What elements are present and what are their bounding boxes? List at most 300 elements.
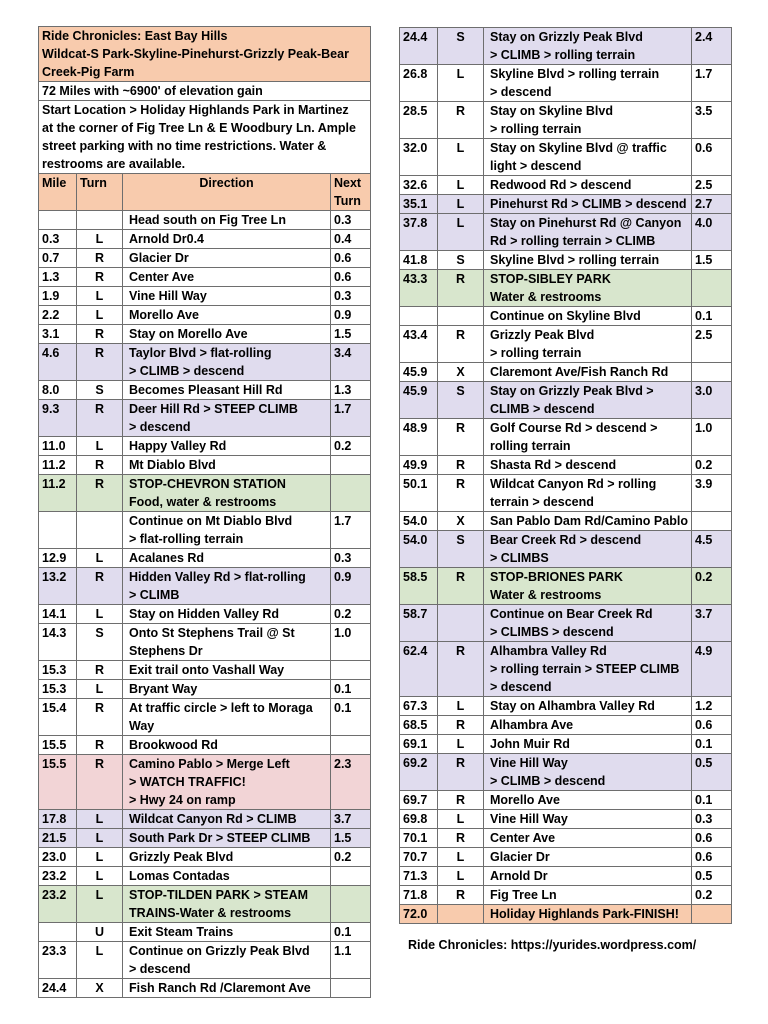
cue-mile: 43.3 (400, 270, 438, 307)
cue-mile: 14.3 (39, 624, 77, 661)
cue-turn: R (438, 568, 484, 605)
cue-direction (123, 437, 331, 456)
cue-direction-line: rolling terrain (490, 439, 571, 453)
cue-direction (123, 344, 331, 381)
cue-row (400, 829, 732, 848)
cue-direction-line: Grizzly Peak Blvd (490, 328, 595, 342)
cue-direction-line: Holiday Highlands Park-FINISH! (490, 907, 679, 921)
cue-mile: 1.3 (39, 268, 77, 287)
cue-turn: L (77, 306, 123, 325)
cue-direction-line: Skyline Blvd > rolling terrain (490, 67, 660, 81)
cue-direction-line: Vine Hill Way (490, 756, 568, 770)
cue-mile: 26.8 (400, 65, 438, 102)
cue-mile: 23.2 (39, 867, 77, 886)
cue-turn: L (438, 867, 484, 886)
cue-mile: 50.1 (400, 475, 438, 512)
cue-turn (438, 905, 484, 924)
cue-mile: 58.7 (400, 605, 438, 642)
table-header (39, 174, 371, 211)
cue-direction-line: Food, water & restrooms (129, 495, 277, 509)
cue-mile: 41.8 (400, 251, 438, 270)
cue-next-turn: 0.1 (692, 735, 732, 754)
cue-mile: 21.5 (39, 829, 77, 848)
footer-credit: Ride Chronicles: https://yurides.wordpress.com/ (408, 938, 697, 952)
cue-turn: R (438, 716, 484, 735)
cue-row (400, 251, 732, 270)
cue-mile (39, 923, 77, 942)
cue-turn: R (438, 829, 484, 848)
cue-direction-line: Claremont Ave/Fish Ranch Rd (490, 365, 669, 379)
cue-next-turn: 1.5 (331, 325, 371, 344)
cue-row (39, 344, 371, 381)
cue-next-turn: 3.9 (692, 475, 732, 512)
cue-next-turn: 0.2 (331, 848, 371, 867)
cue-row (39, 810, 371, 829)
cue-direction-line: Stay on Hidden Valley Rd (129, 607, 280, 621)
cue-next-turn (331, 867, 371, 886)
cue-row (39, 230, 371, 249)
cue-row (39, 867, 371, 886)
cue-next-turn: 0.9 (331, 306, 371, 325)
cue-turn: R (77, 661, 123, 680)
cue-next-turn: 3.7 (692, 605, 732, 642)
cue-row (400, 307, 732, 326)
cue-direction-line: > descend (490, 85, 552, 99)
cue-row (39, 661, 371, 680)
cue-direction-line: TRAINS-Water & restrooms (129, 906, 292, 920)
cue-row (39, 512, 371, 549)
cue-next-turn (692, 905, 732, 924)
cue-direction-line: Alhambra Valley Rd (490, 644, 607, 658)
cue-mile: 69.2 (400, 754, 438, 791)
cue-direction-line: light > descend (490, 159, 582, 173)
cue-direction-line: STOP-CHEVRON STATION (129, 477, 286, 491)
cue-direction-line: > CLIMB (129, 588, 180, 602)
cue-mile: 28.5 (400, 102, 438, 139)
cue-turn: R (77, 699, 123, 736)
cue-mile: 69.7 (400, 791, 438, 810)
cue-turn: R (77, 325, 123, 344)
cue-direction-line: Mt Diablo Blvd (129, 458, 216, 472)
cue-direction (484, 512, 692, 531)
cue-turn: L (77, 942, 123, 979)
cue-mile: 17.8 (39, 810, 77, 829)
cue-turn: S (438, 251, 484, 270)
cue-direction-line: South Park Dr > STEEP CLIMB (129, 831, 311, 845)
cue-turn: R (438, 102, 484, 139)
cue-mile (39, 512, 77, 549)
cue-next-turn (331, 661, 371, 680)
cue-next-turn: 2.5 (692, 326, 732, 363)
cue-next-turn: 1.3 (331, 381, 371, 400)
cue-row (39, 437, 371, 456)
cue-direction-line: Head south on Fig Tree Ln (129, 213, 286, 227)
cue-turn: R (77, 755, 123, 810)
cue-turn: R (438, 270, 484, 307)
cue-direction-line: STOP-TILDEN PARK > STEAM (129, 888, 309, 902)
cue-row (400, 886, 732, 905)
cue-row (400, 848, 732, 867)
cue-next-turn: 2.4 (692, 28, 732, 65)
cue-direction (484, 176, 692, 195)
cue-direction (123, 512, 331, 549)
cue-mile: 32.0 (400, 139, 438, 176)
cue-mile: 14.1 (39, 605, 77, 624)
cue-turn: R (77, 249, 123, 268)
cue-direction-line: > CLIMBS > descend (490, 625, 614, 639)
cue-direction-line: Exit Steam Trains (129, 925, 234, 939)
cue-next-turn: 1.7 (692, 65, 732, 102)
cue-next-turn: 0.6 (331, 268, 371, 287)
cue-direction (484, 307, 692, 326)
cue-next-turn: 0.6 (692, 848, 732, 867)
cue-direction-line: CLIMB > descend (490, 402, 595, 416)
cue-direction-line: Redwood Rd > descend (490, 178, 632, 192)
cue-next-turn (331, 475, 371, 512)
cue-direction-line: Stay on Grizzly Peak Blvd > (490, 384, 654, 398)
cue-next-turn: 0.1 (331, 699, 371, 736)
cue-direction-line: Shasta Rd > descend (490, 458, 617, 472)
header-next-turn: Next Turn (331, 174, 371, 211)
cue-row (39, 942, 371, 979)
cue-turn: L (77, 605, 123, 624)
cue-next-turn: 0.2 (692, 456, 732, 475)
cue-mile: 15.3 (39, 680, 77, 699)
cue-next-turn: 2.3 (331, 755, 371, 810)
cue-turn: L (438, 735, 484, 754)
cue-direction-line: Vine Hill Way (129, 289, 207, 303)
cue-direction-line: At traffic circle > left to Moraga (129, 701, 313, 715)
header-direction: Direction (123, 174, 331, 211)
cue-direction-line: Happy Valley Rd (129, 439, 227, 453)
cue-direction (484, 456, 692, 475)
cue-turn: R (77, 475, 123, 512)
cue-next-turn: 0.3 (331, 211, 371, 230)
cue-turn: R (77, 400, 123, 437)
cue-direction (484, 214, 692, 251)
cue-mile: 48.9 (400, 419, 438, 456)
cue-turn: R (438, 326, 484, 363)
cue-mile: 67.3 (400, 697, 438, 716)
cue-turn: X (438, 512, 484, 531)
cue-direction-line: Stay on Skyline Blvd @ traffic (490, 141, 667, 155)
cue-row (400, 270, 732, 307)
cue-direction (484, 382, 692, 419)
cue-row (39, 624, 371, 661)
cue-row (400, 642, 732, 697)
cue-direction (484, 867, 692, 886)
cue-next-turn: 0.4 (331, 230, 371, 249)
cue-direction-line: > rolling terrain (490, 346, 582, 360)
cue-direction-line: Alhambra Ave (490, 718, 574, 732)
cue-sheet-left (38, 26, 371, 998)
cue-direction (123, 848, 331, 867)
cue-row (39, 568, 371, 605)
cue-mile: 15.3 (39, 661, 77, 680)
cue-direction (123, 211, 331, 230)
cue-direction-line: Stay on Grizzly Peak Blvd (490, 30, 643, 44)
cue-row (39, 699, 371, 736)
cue-row (39, 211, 371, 230)
cue-direction-line: Grizzly Peak Blvd (129, 850, 234, 864)
cue-next-turn: 0.3 (331, 549, 371, 568)
cue-mile: 32.6 (400, 176, 438, 195)
cue-direction (484, 102, 692, 139)
cue-turn: X (77, 979, 123, 998)
cue-mile: 45.9 (400, 382, 438, 419)
cue-row (400, 65, 732, 102)
cue-next-turn: 0.9 (331, 568, 371, 605)
cue-mile: 54.0 (400, 531, 438, 568)
cue-row (39, 456, 371, 475)
cue-row (400, 791, 732, 810)
cue-direction-line: Stephens Dr (129, 644, 203, 658)
cue-next-turn: 0.2 (692, 886, 732, 905)
cue-next-turn (692, 363, 732, 382)
cue-direction (484, 848, 692, 867)
cue-direction (123, 923, 331, 942)
cue-turn: L (77, 437, 123, 456)
cue-mile: 3.1 (39, 325, 77, 344)
cue-direction-line: Water & restrooms (490, 588, 602, 602)
cue-row (39, 287, 371, 306)
cue-direction-line: > CLIMBS (490, 551, 549, 565)
cue-direction-line: STOP-SIBLEY PARK (490, 272, 611, 286)
cue-row (39, 848, 371, 867)
cue-direction-line: Exit trail onto Vashall Way (129, 663, 285, 677)
cue-turn: R (438, 754, 484, 791)
cue-direction-line: Rd > rolling terrain > CLIMB (490, 234, 656, 248)
cue-turn: R (77, 344, 123, 381)
cue-next-turn (331, 886, 371, 923)
cue-direction-line: Center Ave (490, 831, 556, 845)
cue-next-turn: 0.6 (331, 249, 371, 268)
cue-row (400, 326, 732, 363)
cue-direction-line: Golf Course Rd > descend > (490, 421, 658, 435)
cue-direction-line: Glacier Dr (490, 850, 550, 864)
cue-next-turn: 1.5 (331, 829, 371, 848)
cue-direction (123, 661, 331, 680)
cue-mile: 58.5 (400, 568, 438, 605)
cue-next-turn: 0.1 (331, 923, 371, 942)
cue-mile: 45.9 (400, 363, 438, 382)
cue-direction (123, 549, 331, 568)
cue-direction (123, 979, 331, 998)
cue-direction (484, 568, 692, 605)
cue-mile: 23.3 (39, 942, 77, 979)
cue-next-turn (331, 979, 371, 998)
cue-mile: 72.0 (400, 905, 438, 924)
cue-next-turn (331, 456, 371, 475)
cue-turn: S (438, 531, 484, 568)
cue-next-turn: 3.4 (331, 344, 371, 381)
cue-next-turn: 0.2 (692, 568, 732, 605)
cue-direction-line: Acalanes Rd (129, 551, 205, 565)
cue-direction (123, 829, 331, 848)
cue-direction (484, 754, 692, 791)
cue-direction (123, 325, 331, 344)
cue-direction-line: terrain > descend (490, 495, 594, 509)
cue-mile: 4.6 (39, 344, 77, 381)
cue-direction (123, 699, 331, 736)
cue-row (39, 886, 371, 923)
cue-direction (123, 381, 331, 400)
cue-direction-line: Camino Pablo > Merge Left (129, 757, 290, 771)
cue-direction-line: > descend (129, 962, 191, 976)
cue-row (400, 475, 732, 512)
cue-direction-line: Stay on Morello Ave (129, 327, 248, 341)
cue-row (400, 735, 732, 754)
cue-row (39, 736, 371, 755)
cue-direction (484, 65, 692, 102)
cue-direction-line: > flat-rolling terrain (129, 532, 244, 546)
cue-direction (484, 886, 692, 905)
cue-turn: R (438, 475, 484, 512)
cue-direction-line: Glacier Dr (129, 251, 189, 265)
cue-direction (484, 531, 692, 568)
ride-summary: 72 Miles with ~6900' of elevation gain (39, 82, 371, 101)
cue-direction (484, 326, 692, 363)
cue-turn (438, 605, 484, 642)
cue-mile: 11.2 (39, 456, 77, 475)
cue-direction-line: San Pablo Dam Rd/Camino Pablo (490, 514, 688, 528)
cue-turn: L (438, 176, 484, 195)
cue-mile: 11.0 (39, 437, 77, 456)
cue-row (400, 419, 732, 456)
cue-turn: U (77, 923, 123, 942)
cue-row (400, 139, 732, 176)
cue-row (400, 214, 732, 251)
cue-next-turn: 0.5 (692, 754, 732, 791)
cue-turn: R (438, 791, 484, 810)
cue-direction-line: Vine Hill Way (490, 812, 568, 826)
cue-direction-line: Taylor Blvd > flat-rolling (129, 346, 272, 360)
cue-mile: 0.7 (39, 249, 77, 268)
cue-mile: 71.3 (400, 867, 438, 886)
cue-next-turn: 0.1 (692, 307, 732, 326)
cue-direction-line: > descend (129, 420, 191, 434)
cue-direction (123, 230, 331, 249)
cue-row (39, 325, 371, 344)
cue-direction-line: > rolling terrain (490, 122, 582, 136)
cue-row (400, 697, 732, 716)
cue-direction (123, 249, 331, 268)
cue-row (39, 306, 371, 325)
cue-mile (400, 307, 438, 326)
cue-direction (484, 735, 692, 754)
cue-row (39, 475, 371, 512)
cue-row (39, 268, 371, 287)
cue-next-turn: 0.3 (331, 287, 371, 306)
cue-mile: 24.4 (39, 979, 77, 998)
cue-turn: R (77, 568, 123, 605)
cue-direction (123, 568, 331, 605)
cue-direction-line: Skyline Blvd > rolling terrain (490, 253, 660, 267)
cue-next-turn: 0.1 (331, 680, 371, 699)
cue-direction (123, 306, 331, 325)
cue-direction (484, 419, 692, 456)
cue-row (39, 923, 371, 942)
cue-row (400, 568, 732, 605)
cue-turn: L (438, 195, 484, 214)
cue-direction-line: Water & restrooms (490, 290, 602, 304)
cue-turn (77, 512, 123, 549)
cue-turn: L (77, 549, 123, 568)
cue-turn: R (438, 886, 484, 905)
cue-turn: R (77, 456, 123, 475)
cue-turn: R (77, 736, 123, 755)
cue-row (39, 829, 371, 848)
cue-row (400, 195, 732, 214)
cue-next-turn (692, 270, 732, 307)
cue-direction (484, 642, 692, 697)
cue-direction-line: Wildcat Canyon Rd > rolling (490, 477, 657, 491)
cue-direction-line: > CLIMB > descend (490, 774, 606, 788)
cue-turn: L (438, 697, 484, 716)
ride-title: Ride Chronicles: East Bay Hills Wildcat-S Park-Skyline-Pinehurst-Grizzly Peak-Bear Creek-Pig Farm (39, 27, 371, 82)
cue-next-turn: 0.6 (692, 829, 732, 848)
cue-mile: 2.2 (39, 306, 77, 325)
cue-mile: 15.4 (39, 699, 77, 736)
cue-direction-line: Center Ave (129, 270, 195, 284)
cue-direction (123, 456, 331, 475)
cue-direction (123, 680, 331, 699)
cue-direction-line: Continue on Grizzly Peak Blvd (129, 944, 310, 958)
cue-next-turn: 1.2 (692, 697, 732, 716)
cue-mile: 15.5 (39, 736, 77, 755)
cue-next-turn (692, 512, 732, 531)
start-location: Start Location > Holiday Highlands Park in Martinez at the corner of Fig Tree Ln & E Woodbury Ln. Ample street parking with no time restrictions. Water & restrooms are available. (39, 101, 371, 174)
cue-turn: L (77, 810, 123, 829)
cue-direction (484, 697, 692, 716)
cue-direction (484, 28, 692, 65)
cue-row (400, 512, 732, 531)
cue-direction (484, 905, 692, 924)
cue-turn: R (77, 268, 123, 287)
cue-mile: 70.7 (400, 848, 438, 867)
cue-mile: 62.4 (400, 642, 438, 697)
cue-turn: L (77, 680, 123, 699)
cue-mile: 35.1 (400, 195, 438, 214)
cue-direction-line: Continue on Skyline Blvd (490, 309, 641, 323)
cue-turn: R (438, 456, 484, 475)
cue-direction (123, 886, 331, 923)
cue-direction (123, 736, 331, 755)
cue-direction-line: > CLIMB > descend (129, 364, 245, 378)
cue-row (400, 363, 732, 382)
cue-mile: 71.8 (400, 886, 438, 905)
cue-direction-line: Onto St Stephens Trail @ St (129, 626, 295, 640)
cue-row (39, 549, 371, 568)
cue-next-turn: 1.5 (692, 251, 732, 270)
cue-direction-line: John Muir Rd (490, 737, 570, 751)
cue-mile: 23.2 (39, 886, 77, 923)
cue-direction (123, 867, 331, 886)
cue-mile: 12.9 (39, 549, 77, 568)
cue-direction-line: Morello Ave (129, 308, 199, 322)
cue-sheet-right (399, 27, 732, 924)
cue-next-turn: 2.5 (692, 176, 732, 195)
cue-turn: X (438, 363, 484, 382)
cue-mile: 69.8 (400, 810, 438, 829)
cue-mile: 1.9 (39, 287, 77, 306)
cue-mile: 15.5 (39, 755, 77, 810)
cue-next-turn: 0.3 (692, 810, 732, 829)
cue-mile: 0.3 (39, 230, 77, 249)
cue-row (400, 531, 732, 568)
cue-row (400, 716, 732, 735)
cue-direction-line: > CLIMB > rolling terrain (490, 48, 636, 62)
